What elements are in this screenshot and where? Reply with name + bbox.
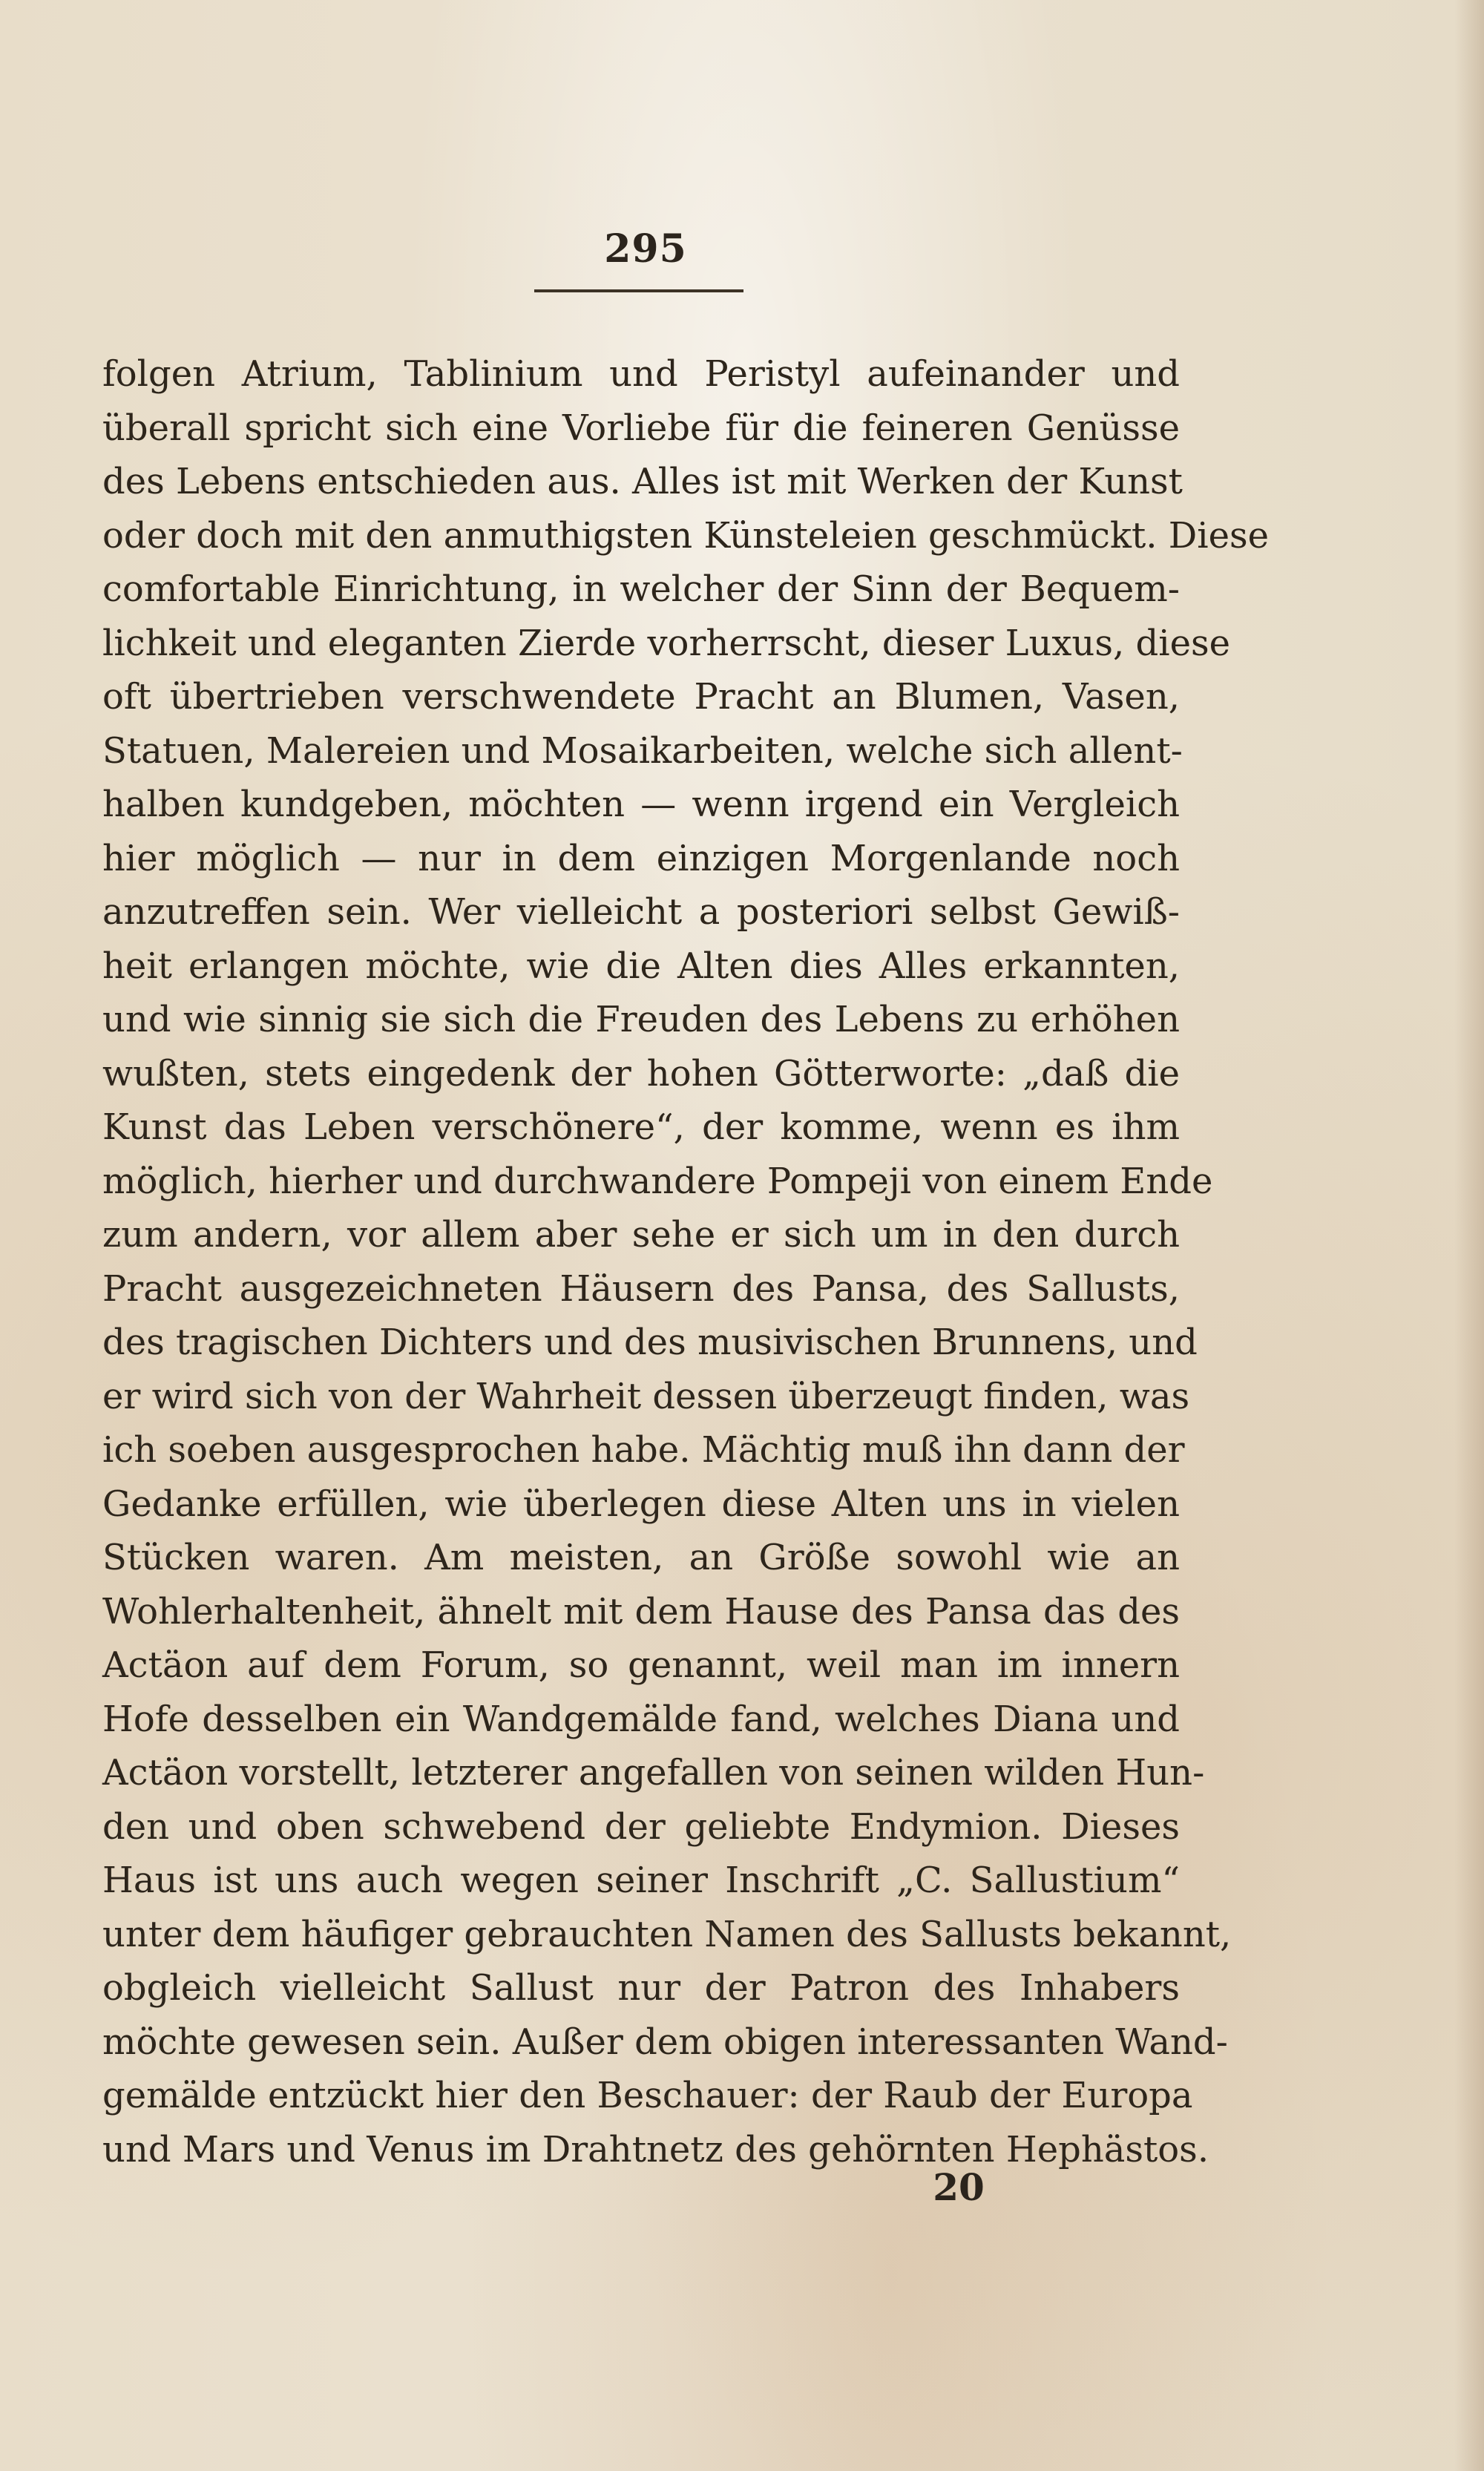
text-line: möglich, hierher und durchwandere Pompeji von einem Ende [102, 1160, 1213, 1202]
text-line: überall spricht sich eine Vorliebe für die feineren Genüsse [102, 407, 1180, 449]
text-line: er wird sich von der Wahrheit dessen überzeugt finden, was [102, 1375, 1190, 1417]
text-line: Hofe desselben ein Wandgemälde fand, welches Diana und [102, 1698, 1180, 1740]
text-line: Kunst das Leben verschönere“, der komme, wenn es ihm [102, 1106, 1180, 1148]
text-line: comfortable Einrichtung, in welcher der Sinn der Bequem- [102, 568, 1180, 610]
text-line: oder doch mit den anmuthigsten Künsteleien geschmückt. Diese [102, 514, 1270, 557]
text-line: wußten, stets eingedenk der hohen Götterworte: „daß die [102, 1052, 1180, 1095]
text-line: den und oben schwebend der geliebte Endymion. Dieses [102, 1805, 1180, 1848]
page-number: 295 [604, 226, 687, 272]
text-line: halben kundgeben, möchten — wenn irgend ein Vergleich [102, 784, 1180, 825]
text-line: folgen Atrium, Tablinium und Peristyl aufeinander und [102, 353, 1180, 395]
text-line: obgleich vielleicht Sallust nur der Patron des Inhabers [102, 1967, 1180, 2009]
header-rule [534, 289, 743, 292]
text-line: heit erlangen möchte, wie die Alten dies Alles erkannten, [102, 945, 1180, 987]
text-line: unter dem häufiger gebrauchten Namen des Sallusts bekannt, [102, 1913, 1232, 1955]
text-line: Statuen, Malereien und Mosaikarbeiten, welche sich allent- [102, 729, 1183, 772]
text-line: Pracht ausgezeichneten Häusern des Pansa, des Sallusts, [102, 1267, 1180, 1310]
text-line: des Lebens entschieden aus. Alles ist mit Werken der Kunst [102, 461, 1183, 502]
text-line: anzutreffen sein. Wer vielleicht a posteriori selbst Gewiß- [102, 891, 1180, 933]
text-line: Wohlerhaltenheit, ähnelt mit dem Hause des Pansa das des [102, 1590, 1180, 1632]
text-line: Gedanke erfüllen, wie überlegen diese Alten uns in vielen [102, 1483, 1180, 1525]
text-line: und wie sinnig sie sich die Freuden des Lebens zu erhöhen [102, 999, 1180, 1040]
text-line: Stücken waren. Am meisten, an Größe sowohl wie an [102, 1537, 1180, 1578]
text-line: lichkeit und eleganten Zierde vorherrscht, dieser Luxus, diese [102, 622, 1231, 664]
text-line: zum andern, vor allem aber sehe er sich um in den durch [102, 1214, 1180, 1256]
body-text [102, 347, 1270, 2176]
text-line: Haus ist uns auch wegen seiner Inschrift „C. Sallustium“ [102, 1860, 1180, 1901]
signature-mark: 20 [933, 2165, 985, 2209]
text-line: gemälde entzückt hier den Beschauer: der Raub der Europa [102, 2075, 1193, 2116]
text-line: möchte gewesen sein. Außer dem obigen interessanten Wand- [102, 2021, 1228, 2063]
text-line: Actäon vorstellt, letzterer angefallen von seinen wilden Hun- [102, 1752, 1205, 1794]
page-edge-shadow [1454, 0, 1484, 2471]
text-line: und Mars und Venus im Drahtnetz des gehörnten Hephästos. [102, 2128, 1209, 2170]
text-line: Actäon auf dem Forum, so genannt, weil man im innern [102, 1644, 1180, 1686]
text-line: hier möglich — nur in dem einzigen Morgenlande noch [102, 837, 1180, 879]
text-line: oft übertrieben verschwendete Pracht an Blumen, Vasen, [102, 676, 1180, 718]
text-line: des tragischen Dichters und des musivischen Brunnens, und [102, 1322, 1198, 1363]
text-line: ich soeben ausgesprochen habe. Mächtig muß ihn dann der [102, 1429, 1185, 1471]
